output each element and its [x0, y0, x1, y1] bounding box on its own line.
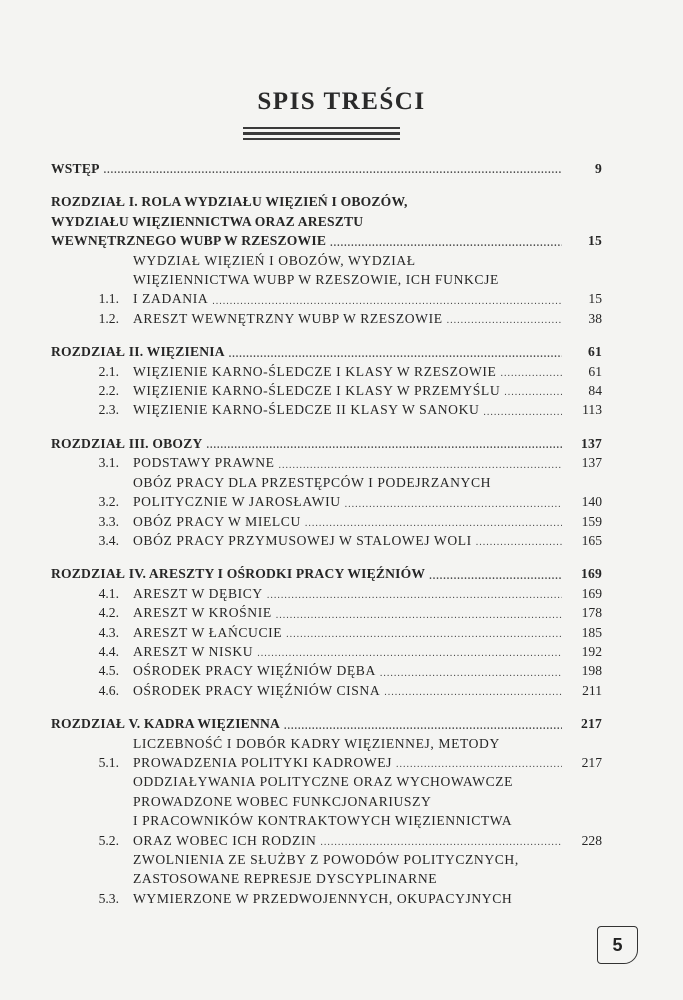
toc-page-number: 165: [581, 532, 602, 548]
dot-leader: [345, 498, 562, 512]
toc-subsection-entry: [51, 772, 602, 850]
toc-entry-title-line: ROZDZIAŁ II. WIĘZIENIA: [51, 344, 225, 360]
dot-leader: [330, 237, 562, 251]
toc-page-number: 113: [582, 402, 602, 418]
toc-entry-title-line: WYDZIAŁU WIĘZIENNICTWA ORAZ ARESZTU: [51, 213, 364, 229]
toc-page-number: 198: [581, 663, 602, 679]
dot-leader: [267, 589, 562, 603]
toc-subsection-entry: [51, 381, 602, 400]
toc-entry-title-line: OBÓZ PRACY PRZYMUSOWEJ W STALOWEJ WOLI: [133, 532, 472, 548]
toc-entry-title-line: ARESZT W KROŚNIE: [133, 605, 272, 621]
toc-subsection-entry: [51, 734, 602, 773]
toc-entry-title-line: ARESZT WEWNĘTRZNY WUBP W RZESZOWIE: [133, 310, 443, 326]
toc-entry-title-line: OŚRODEK PRACY WIĘŹNIÓW CISNA: [133, 682, 381, 698]
toc-subsection-entry: [51, 400, 602, 419]
toc-entry-number: 4.4.: [98, 643, 119, 659]
toc-subsection-entry: [51, 584, 602, 603]
toc-entry-title-line: POLITYCZNIE W JAROSŁAWIU: [133, 494, 341, 510]
toc-entry-number: 2.1.: [98, 363, 119, 379]
title-underline-2: [243, 132, 400, 135]
toc-subsection-entry: [51, 309, 602, 328]
toc-page-number: 15: [588, 233, 602, 249]
section-gap: [51, 328, 602, 342]
dot-leader: [483, 406, 562, 420]
toc-entry-number: 5.1.: [98, 754, 119, 770]
toc-subsection-entry: [51, 850, 602, 908]
title-underline-3: [243, 138, 400, 140]
toc-entry-title-line: OBÓZ PRACY W MIELCU: [133, 513, 301, 529]
toc-entry-title-line: ROZDZIAŁ I. ROLA WYDZIAŁU WIĘZIEŃ I OBOZÓW,: [51, 194, 408, 210]
toc-chapter-entry: [51, 434, 602, 453]
dot-leader: [380, 667, 562, 681]
toc-page-number: 192: [581, 643, 602, 659]
toc-entry-number: 4.5.: [98, 663, 119, 679]
toc-entry-number: 3.3.: [98, 513, 119, 529]
toc-entry-number: 5.3.: [98, 890, 119, 906]
toc-subsection-entry: [51, 453, 602, 472]
toc-entry-title-line: WIĘZIENIE KARNO-ŚLEDCZE II KLASY W SANOKU: [133, 402, 480, 418]
toc-entry-title-line: WIĘZIENIE KARNO-ŚLEDCZE I KLASY W RZESZOWIE: [133, 363, 497, 379]
toc-page-number: 137: [581, 435, 602, 451]
section-gap: [51, 550, 602, 564]
toc-page-number: 178: [581, 605, 602, 621]
toc-entry-number: 1.2.: [98, 310, 119, 326]
toc-entry-number: 3.4.: [98, 532, 119, 548]
section-gap: [51, 700, 602, 714]
dot-leader: [476, 536, 562, 550]
toc-chapter-entry: [51, 714, 602, 733]
toc-entry-number: 3.1.: [98, 455, 119, 471]
toc-subsection-entry: [51, 473, 602, 512]
toc-page-number: 211: [582, 682, 602, 698]
dot-leader: [212, 295, 562, 309]
toc-page-number: 9: [595, 161, 602, 176]
toc-entry-title-line: PROWADZENIA POLITYKI KADROWEJ: [133, 754, 393, 770]
toc-chapter-entry: [51, 159, 602, 178]
toc-entry-title-line: PROWADZONE WOBEC FUNKCJONARIUSZY: [133, 793, 432, 809]
toc-entry-title-line: ROZDZIAŁ IV. ARESZTY I OŚRODKI PRACY WIĘŹNIÓW: [51, 566, 426, 582]
dot-leader: [429, 570, 562, 584]
toc-page-number: 159: [581, 513, 602, 529]
toc-page-number: 84: [588, 383, 602, 399]
toc-entry-number: 2.3.: [98, 402, 119, 418]
section-gap: [51, 178, 602, 192]
page-number: 5: [597, 926, 638, 964]
dot-leader: [104, 164, 562, 178]
dot-leader: [384, 686, 562, 700]
dot-leader: [320, 836, 562, 850]
section-gap: [51, 420, 602, 434]
page-title: SPIS TREŚCI: [257, 88, 426, 115]
toc-page-number: 137: [581, 455, 602, 471]
dot-leader: [257, 647, 562, 661]
toc-entry-number: 4.6.: [98, 682, 119, 698]
toc-entry-title-line: ZASTOSOWANE REPRESJE DYSCYPLINARNE: [133, 871, 438, 887]
toc-subsection-entry: [51, 603, 602, 622]
toc-subsection-entry: [51, 661, 602, 680]
toc-entry-title-line: ARESZT W DĘBICY: [133, 585, 263, 601]
toc-subsection-entry: [51, 251, 602, 309]
toc-subsection-entry: [51, 531, 602, 550]
toc-page-number: 169: [581, 585, 602, 601]
toc-page-number: 140: [581, 494, 602, 510]
toc-entry-title-line: ARESZT W ŁAŃCUCIE: [133, 624, 283, 640]
toc-entry-title-line: I PRACOWNIKÓW KONTRAKTOWYCH WIĘZIENNICTWA: [133, 813, 513, 829]
toc-page-number: 217: [581, 754, 602, 770]
toc-entry-number: 4.3.: [98, 624, 119, 640]
toc-entry-title-line: ODDZIAŁYWANIA POLITYCZNE ORAZ WYCHOWAWCZE: [133, 774, 514, 790]
table-of-contents: [51, 159, 602, 908]
dot-leader: [276, 609, 562, 623]
toc-entry-title-line: ORAZ WOBEC ICH RODZIN: [133, 832, 317, 848]
toc-page-number: 15: [588, 291, 602, 307]
toc-subsection-entry: [51, 642, 602, 661]
toc-page-number: 169: [581, 566, 602, 582]
toc-entry-number: 2.2.: [98, 383, 119, 399]
toc-subsection-entry: [51, 681, 602, 700]
toc-entry-title-line: ARESZT W NISKU: [133, 643, 254, 659]
dot-leader: [396, 758, 562, 772]
toc-chapter-entry: [51, 564, 602, 583]
toc-page-number: 228: [581, 832, 602, 848]
toc-chapter-entry: [51, 342, 602, 361]
toc-entry-number: 4.2.: [98, 605, 119, 621]
toc-page-number: 61: [588, 344, 602, 360]
toc-entry-title-line: PODSTAWY PRAWNE: [133, 455, 275, 471]
toc-subsection-entry: [51, 623, 602, 642]
toc-entry-title-line: ZWOLNIENIA ZE SŁUŻBY Z POWODÓW POLITYCZNYCH,: [133, 852, 519, 867]
toc-page-number: 38: [588, 310, 602, 326]
toc-entry-title-line: ROZDZIAŁ III. OBOZY: [51, 435, 203, 451]
toc-entry-title-line: WIĘZIENNICTWA WUBP W RZESZOWIE, ICH FUNKCJE: [133, 272, 499, 288]
toc-entry-number: 4.1.: [98, 585, 119, 601]
toc-entry-title-line: LICZEBNOŚĆ I DOBÓR KADRY WIĘZIENNEJ, METODY: [133, 735, 500, 751]
toc-page-number: 217: [581, 716, 602, 732]
toc-entry-number: 5.2.: [98, 832, 119, 848]
dot-leader: [284, 720, 562, 734]
dot-leader: [504, 386, 562, 400]
toc-entry-title-line: OŚRODEK PRACY WIĘŹNIÓW DĘBA: [133, 663, 376, 679]
toc-entry-number: 3.2.: [98, 494, 119, 510]
toc-entry-number: 1.1.: [98, 291, 119, 307]
toc-entry-title-line: WEWNĘTRZNEGO WUBP W RZESZOWIE: [51, 233, 327, 249]
dot-leader: [229, 348, 562, 362]
toc-entry-title-line: ROZDZIAŁ V. KADRA WIĘZIENNA: [51, 716, 280, 732]
toc-subsection-entry: [51, 362, 602, 381]
toc-entry-title-line: WYMIERZONE W PRZEDWOJENNYCH, OKUPACYJNYCH: [133, 890, 513, 906]
toc-entry-title-line: WYDZIAŁ WIĘZIEŃ I OBOZÓW, WYDZIAŁ: [133, 252, 416, 268]
title-underline-1: [243, 127, 400, 129]
toc-entry-title-line: WIĘZIENIE KARNO-ŚLEDCZE I KLASY W PRZEMYŚLU: [133, 383, 501, 399]
dot-leader: [279, 459, 562, 473]
dot-leader: [500, 367, 562, 381]
toc-subsection-entry: [51, 512, 602, 531]
toc-page-number: 61: [588, 363, 602, 379]
dot-leader: [286, 628, 562, 642]
dot-leader: [206, 439, 562, 453]
dot-leader: [305, 517, 562, 531]
toc-entry-title-line: I ZADANIA: [133, 291, 209, 307]
toc-page-number: 185: [581, 624, 602, 640]
toc-entry-title-line: OBÓZ PRACY DLA PRZESTĘPCÓW I PODEJRZANYCH: [133, 474, 492, 490]
toc-chapter-entry: [51, 192, 602, 250]
toc-entry-title-line: WSTĘP: [51, 161, 100, 176]
dot-leader: [447, 314, 562, 328]
